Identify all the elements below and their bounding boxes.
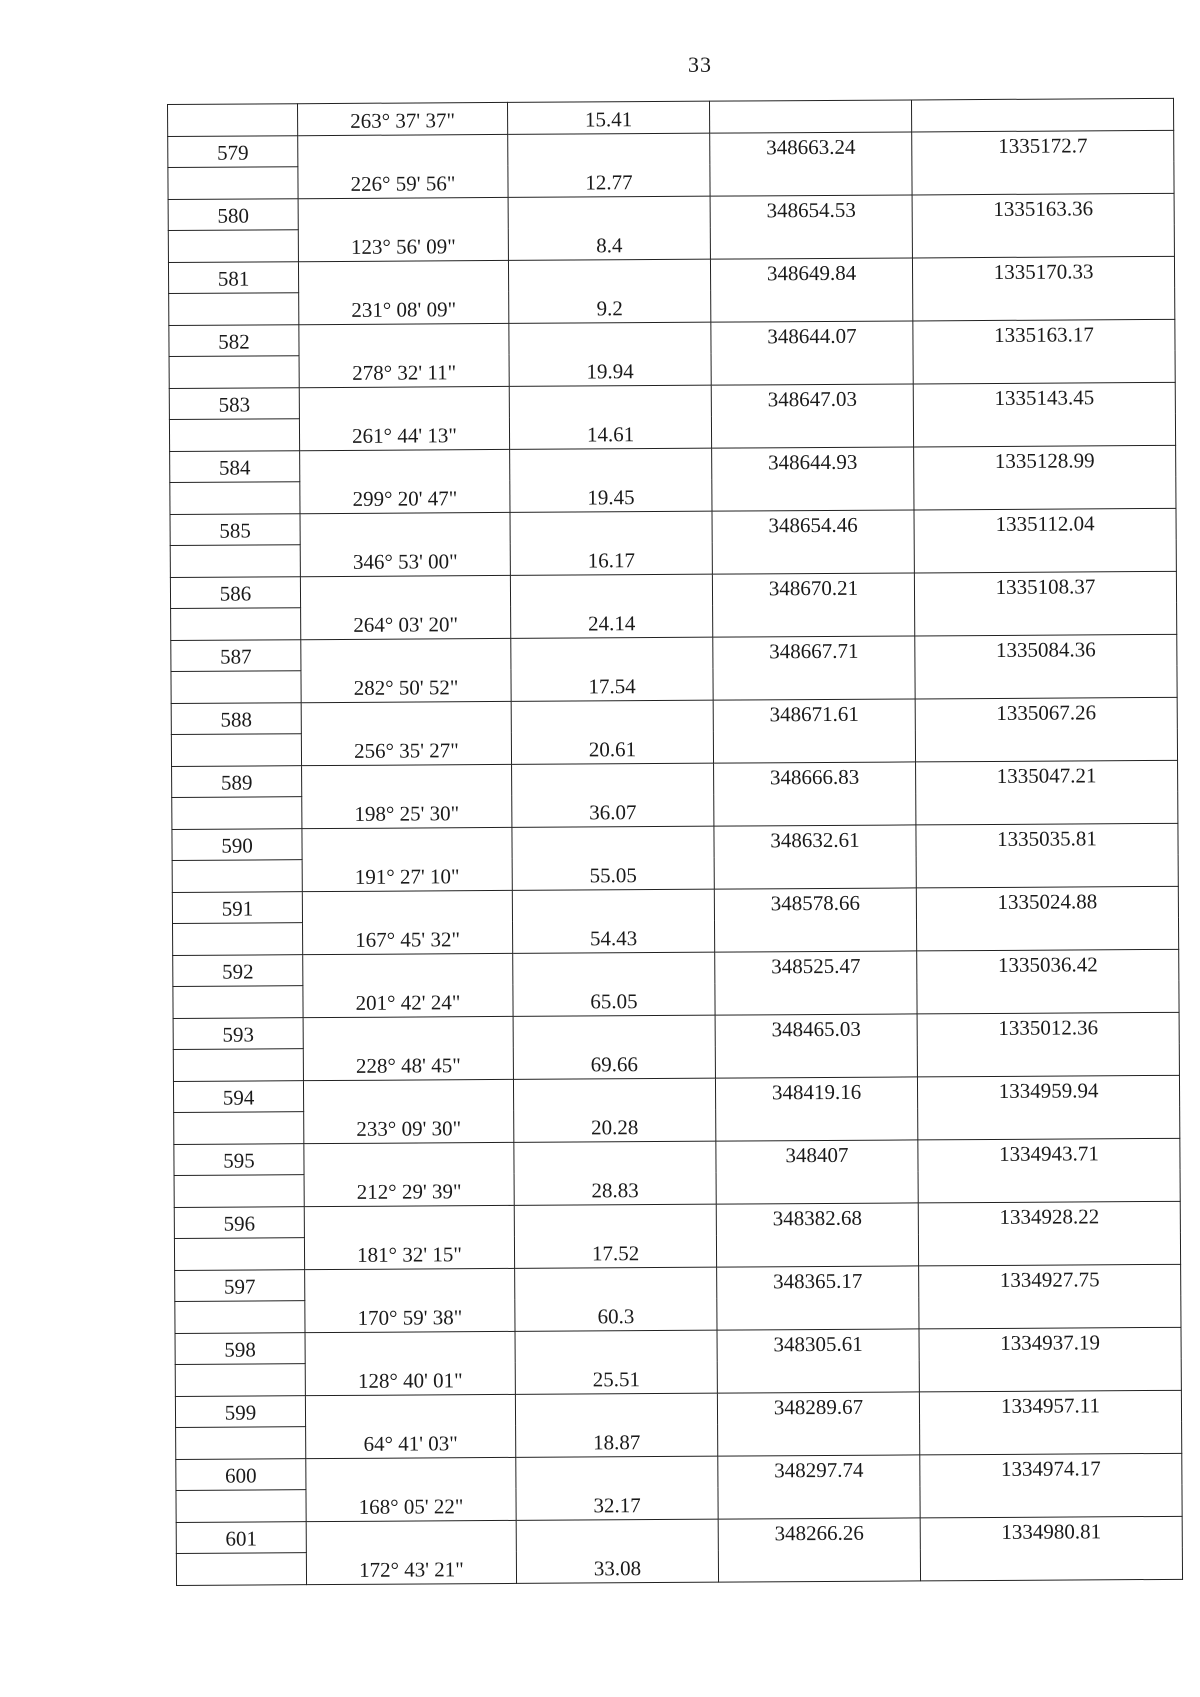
easting-cell: 348305.61	[717, 1328, 919, 1361]
easting-cell: 348670.21	[712, 572, 914, 605]
bearing-cell	[299, 386, 509, 419]
distance-cell	[512, 763, 714, 796]
northing-cell	[911, 98, 1173, 131]
easting-cell	[713, 730, 915, 763]
distance-cell: 28.83	[514, 1172, 716, 1205]
distance-cell	[510, 574, 712, 607]
northing-cell	[914, 539, 1176, 572]
station-cell	[170, 482, 300, 514]
distance-cell	[513, 952, 715, 985]
survey-coordinates-table	[167, 98, 1183, 1586]
distance-cell	[516, 1456, 718, 1489]
northing-cell: 1335143.45	[913, 382, 1175, 415]
distance-cell: 19.94	[509, 353, 711, 386]
easting-cell	[716, 1171, 918, 1204]
station-cell	[176, 1427, 306, 1459]
station-cell: 582	[169, 324, 299, 356]
northing-cell: 1335108.37	[914, 571, 1176, 604]
bearing-cell	[300, 575, 510, 608]
easting-cell: 348647.03	[711, 383, 913, 416]
station-cell	[175, 1364, 305, 1396]
station-cell	[176, 1490, 306, 1522]
northing-cell: 1335112.04	[914, 508, 1176, 541]
bearing-cell	[302, 890, 512, 923]
northing-cell: 1335035.81	[916, 823, 1178, 856]
bearing-cell	[300, 512, 510, 545]
bearing-cell: 261° 44' 13"	[299, 417, 509, 450]
distance-cell	[508, 259, 710, 292]
bearing-cell	[305, 1394, 515, 1427]
easting-cell: 348407	[716, 1139, 918, 1172]
northing-cell	[913, 413, 1175, 446]
northing-cell: 1335172.7	[912, 130, 1174, 163]
northing-cell	[912, 224, 1174, 257]
distance-cell: 8.4	[508, 227, 710, 260]
easting-cell	[717, 1360, 919, 1393]
bearing-cell	[298, 197, 508, 230]
distance-cell: 24.14	[511, 605, 713, 638]
easting-cell: 348632.61	[714, 824, 916, 857]
station-cell: 590	[172, 828, 302, 860]
bearing-cell	[302, 827, 512, 860]
northing-cell: 1334957.11	[919, 1390, 1181, 1423]
bearing-cell: 256° 35' 27"	[301, 732, 511, 765]
bearing-cell	[300, 449, 510, 482]
station-cell	[171, 734, 301, 766]
easting-cell: 348667.71	[713, 635, 915, 668]
bearing-cell: 299° 20' 47"	[300, 480, 510, 513]
station-cell: 597	[175, 1269, 305, 1301]
bearing-cell: 128° 40' 01"	[305, 1362, 515, 1395]
northing-cell: 1334937.19	[919, 1327, 1181, 1360]
northing-cell	[916, 854, 1178, 887]
distance-cell: 55.05	[512, 857, 714, 890]
distance-cell	[509, 385, 711, 418]
distance-cell	[515, 1330, 717, 1363]
easting-cell	[715, 982, 917, 1015]
easting-cell: 348465.03	[715, 1013, 917, 1046]
distance-cell: 69.66	[513, 1046, 715, 1079]
northing-cell: 1334974.17	[920, 1453, 1182, 1486]
table-body	[168, 98, 1183, 1585]
bearing-cell: 168° 05' 22"	[306, 1488, 516, 1521]
bearing-cell	[305, 1268, 515, 1301]
northing-cell	[916, 917, 1178, 950]
bearing-cell	[298, 134, 508, 167]
northing-cell	[918, 1232, 1180, 1265]
easting-cell: 348525.47	[715, 950, 917, 983]
distance-cell: 19.45	[510, 479, 712, 512]
easting-cell: 348289.67	[717, 1391, 919, 1424]
northing-cell	[917, 1043, 1179, 1076]
distance-cell: 20.61	[511, 731, 713, 764]
station-cell: 591	[172, 891, 302, 923]
bearing-cell: 233° 09' 30"	[304, 1110, 514, 1143]
page-number: 33	[688, 52, 712, 77]
station-cell	[172, 860, 302, 892]
easting-cell: 348382.68	[716, 1202, 918, 1235]
easting-cell	[716, 1234, 918, 1267]
distance-cell	[511, 637, 713, 670]
station-cell: 600	[176, 1458, 306, 1490]
station-cell	[172, 797, 302, 829]
northing-cell: 1335024.88	[916, 886, 1178, 919]
distance-cell: 20.28	[514, 1109, 716, 1142]
bearing-cell: 181° 32' 15"	[304, 1236, 514, 1269]
station-cell	[170, 545, 300, 577]
easting-cell	[713, 604, 915, 637]
northing-cell	[915, 728, 1177, 761]
station-cell	[174, 1175, 304, 1207]
bearing-cell: 198° 25' 30"	[302, 795, 512, 828]
easting-cell	[718, 1423, 920, 1456]
station-cell	[169, 356, 299, 388]
distance-cell: 36.07	[512, 794, 714, 827]
distance-cell: 18.87	[516, 1424, 718, 1457]
easting-cell: 348365.17	[717, 1265, 919, 1298]
station-cell	[173, 923, 303, 955]
bearing-cell: 226° 59' 56"	[298, 165, 508, 198]
station-cell: 592	[173, 954, 303, 986]
distance-cell	[510, 448, 712, 481]
easting-cell	[714, 919, 916, 952]
bearing-cell: 201° 42' 24"	[303, 984, 513, 1017]
distance-cell: 32.17	[516, 1487, 718, 1520]
distance-cell	[513, 1015, 715, 1048]
easting-cell	[711, 415, 913, 448]
bearing-cell: 228° 48' 45"	[303, 1047, 513, 1080]
station-cell: 585	[170, 513, 300, 545]
bearing-cell	[302, 764, 512, 797]
easting-cell: 348419.16	[715, 1076, 917, 1109]
easting-cell: 348644.93	[712, 446, 914, 479]
distance-cell	[509, 322, 711, 355]
northing-cell	[915, 602, 1177, 635]
station-cell: 595	[174, 1143, 304, 1175]
station-cell	[168, 230, 298, 262]
distance-cell: 17.54	[511, 668, 713, 701]
bearing-cell: 170° 59' 38"	[305, 1299, 515, 1332]
bearing-cell: 123° 56' 09"	[298, 228, 508, 261]
northing-cell: 1335163.17	[913, 319, 1175, 352]
easting-cell	[710, 163, 912, 196]
distance-cell	[508, 196, 710, 229]
bearing-cell	[301, 701, 511, 734]
bearing-cell	[303, 1079, 513, 1112]
bearing-cell: 167° 45' 32"	[303, 921, 513, 954]
station-cell: 596	[174, 1206, 304, 1238]
easting-cell: 348654.53	[710, 194, 912, 227]
station-cell: 583	[169, 387, 299, 419]
northing-cell: 1334943.71	[918, 1138, 1180, 1171]
northing-cell: 1335067.26	[915, 697, 1177, 730]
northing-cell: 1335036.42	[917, 949, 1179, 982]
northing-cell	[913, 287, 1175, 320]
easting-cell: 348666.83	[714, 761, 916, 794]
easting-cell: 348297.74	[718, 1454, 920, 1487]
easting-cell	[709, 100, 911, 133]
station-cell	[175, 1301, 305, 1333]
distance-cell	[513, 1078, 715, 1111]
easting-cell	[711, 289, 913, 322]
easting-cell	[718, 1486, 920, 1519]
station-cell	[173, 1049, 303, 1081]
distance-cell: 16.17	[510, 542, 712, 575]
easting-cell: 348649.84	[710, 257, 912, 290]
bearing-cell	[305, 1331, 515, 1364]
bearing-cell	[304, 1205, 514, 1238]
northing-cell	[915, 665, 1177, 698]
easting-cell	[713, 667, 915, 700]
station-cell	[174, 1238, 304, 1270]
distance-cell: 65.05	[513, 983, 715, 1016]
northing-cell	[917, 980, 1179, 1013]
northing-cell	[918, 1169, 1180, 1202]
station-cell: 593	[173, 1017, 303, 1049]
bearing-cell	[299, 323, 509, 356]
bearing-cell: 172° 43' 21"	[306, 1551, 516, 1584]
bearing-cell: 263° 37' 37"	[298, 102, 508, 135]
station-cell: 587	[171, 639, 301, 671]
northing-cell	[918, 1106, 1180, 1139]
bearing-cell	[306, 1520, 516, 1553]
bearing-cell	[303, 1016, 513, 1049]
northing-cell: 1335084.36	[915, 634, 1177, 667]
northing-cell	[914, 476, 1176, 509]
easting-cell	[711, 352, 913, 385]
distance-cell	[512, 889, 714, 922]
easting-cell	[712, 478, 914, 511]
bearing-cell	[301, 638, 511, 671]
northing-cell: 1334959.94	[917, 1075, 1179, 1108]
easting-cell	[714, 856, 916, 889]
bearing-cell	[303, 953, 513, 986]
station-cell	[169, 293, 299, 325]
northing-cell	[920, 1484, 1182, 1517]
station-cell: 594	[173, 1080, 303, 1112]
distance-cell	[508, 133, 710, 166]
bearing-cell: 64° 41' 03"	[306, 1425, 516, 1458]
distance-cell: 12.77	[508, 164, 710, 197]
station-cell: 579	[168, 135, 298, 167]
easting-cell	[712, 541, 914, 574]
easting-cell	[717, 1297, 919, 1330]
easting-cell	[715, 1045, 917, 1078]
distance-cell	[511, 700, 713, 733]
northing-cell: 1335047.21	[916, 760, 1178, 793]
station-cell	[173, 986, 303, 1018]
distance-cell	[514, 1141, 716, 1174]
bearing-cell	[306, 1457, 516, 1490]
bearing-cell	[298, 260, 508, 293]
northing-cell	[920, 1421, 1182, 1454]
distance-cell: 25.51	[515, 1361, 717, 1394]
distance-cell	[515, 1393, 717, 1426]
northing-cell	[916, 791, 1178, 824]
easting-cell	[718, 1549, 920, 1582]
northing-cell	[913, 350, 1175, 383]
northing-cell	[919, 1295, 1181, 1328]
northing-cell	[919, 1358, 1181, 1391]
station-cell: 581	[168, 261, 298, 293]
distance-cell	[512, 826, 714, 859]
bearing-cell: 282° 50' 52"	[301, 669, 511, 702]
distance-cell: 14.61	[509, 416, 711, 449]
distance-cell	[515, 1267, 717, 1300]
bearing-cell: 212° 29' 39"	[304, 1173, 514, 1206]
station-cell	[169, 419, 299, 451]
northing-cell: 1334927.75	[919, 1264, 1181, 1297]
station-cell: 586	[170, 576, 300, 608]
northing-cell	[912, 161, 1174, 194]
easting-cell: 348578.66	[714, 887, 916, 920]
distance-cell: 60.3	[515, 1298, 717, 1331]
bearing-cell	[304, 1142, 514, 1175]
station-cell: 588	[171, 702, 301, 734]
distance-cell: 17.52	[514, 1235, 716, 1268]
distance-cell: 9.2	[509, 290, 711, 323]
station-cell: 598	[175, 1332, 305, 1364]
easting-cell	[716, 1108, 918, 1141]
northing-cell: 1335012.36	[917, 1012, 1179, 1045]
distance-cell	[510, 511, 712, 544]
distance-cell	[516, 1519, 718, 1552]
station-cell	[168, 167, 298, 199]
station-cell: 584	[170, 450, 300, 482]
distance-cell: 15.41	[507, 101, 709, 134]
bearing-cell: 264° 03' 20"	[301, 606, 511, 639]
bearing-cell: 231° 08' 09"	[299, 291, 509, 324]
easting-cell: 348266.26	[718, 1517, 920, 1550]
station-cell	[176, 1553, 306, 1585]
bearing-cell: 191° 27' 10"	[302, 858, 512, 891]
station-cell: 589	[172, 765, 302, 797]
easting-cell: 348644.07	[711, 320, 913, 353]
station-cell	[174, 1112, 304, 1144]
easting-cell	[710, 226, 912, 259]
station-cell: 580	[168, 198, 298, 230]
distance-cell: 54.43	[512, 920, 714, 953]
station-cell	[168, 104, 298, 136]
leg-row	[176, 1547, 1182, 1585]
bearing-cell: 346° 53' 00"	[300, 543, 510, 576]
northing-cell	[920, 1547, 1182, 1580]
station-cell: 601	[176, 1521, 306, 1553]
northing-cell: 1335163.36	[912, 193, 1174, 226]
station-cell: 599	[175, 1395, 305, 1427]
easting-cell	[714, 793, 916, 826]
northing-cell: 1334980.81	[920, 1516, 1182, 1549]
station-cell	[171, 608, 301, 640]
easting-cell: 348654.46	[712, 509, 914, 542]
distance-cell: 33.08	[516, 1550, 718, 1583]
station-cell	[171, 671, 301, 703]
northing-cell: 1334928.22	[918, 1201, 1180, 1234]
easting-cell: 348663.24	[710, 131, 912, 164]
northing-cell: 1335170.33	[912, 256, 1174, 289]
easting-cell: 348671.61	[713, 698, 915, 731]
bearing-cell: 278° 32' 11"	[299, 354, 509, 387]
northing-cell: 1335128.99	[914, 445, 1176, 478]
distance-cell	[514, 1204, 716, 1237]
